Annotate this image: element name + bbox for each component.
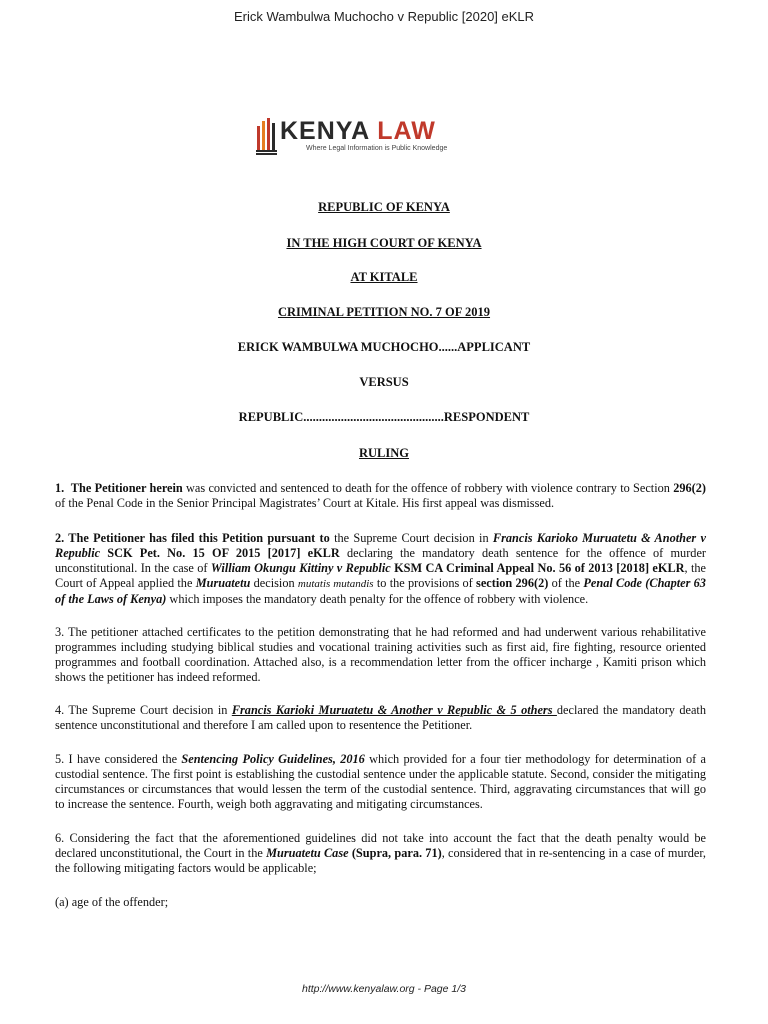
paragraph-2 <box>55 531 706 607</box>
paragraph-text: declaring the mandatory death sentence for the offence of murder unconstitutional. In the case of <box>55 546 706 575</box>
paragraph-number: 1. <box>55 481 65 495</box>
case-reference: KSM CA Criminal Appeal No. 56 of 2013 [2018] eKLR <box>390 561 685 575</box>
statute-citation: Penal Code (Chapter 63 of the Laws of Kenya) <box>55 576 706 606</box>
case-citation: Muruatetu Case <box>266 846 349 860</box>
heading-republic: REPUBLIC OF KENYA <box>318 200 450 214</box>
paragraph-lead: 2. The Petitioner has filed this Petition pursuant to <box>55 531 330 545</box>
paragraph-text: of the <box>548 576 584 590</box>
heading-ruling: RULING <box>358 446 409 460</box>
case-citation: Francis Karioki Muruatetu & Another v Republic & 5 others <box>231 703 557 717</box>
case-citation: Francis Karioko Muruatetu & Another v Republic <box>55 531 706 560</box>
paragraph-text: , the Court of Appeal applied the <box>55 561 707 590</box>
paragraph-4 <box>55 703 706 733</box>
pillars-icon <box>256 116 278 156</box>
paragraph-6 <box>55 831 706 876</box>
paragraph-text: to the provisions of <box>373 576 477 590</box>
case-reference: SCK Pet. No. 15 OF 2015 [2017] eKLR <box>100 546 340 560</box>
page-header-title: Erick Wambulwa Muchocho v Republic [2020] eKLR <box>233 9 535 24</box>
paragraph-text: 6. Considering the fact that the aforementioned guidelines did not take into account the fact that the death penalty would be declared unconstitutional, the Court in the <box>55 831 706 860</box>
page-footer-url[interactable]: http://www.kenyalaw.org - Page 1/3 <box>301 983 466 995</box>
paragraph-lead: The Petitioner herein <box>70 481 183 495</box>
section-reference: section 296(2) <box>476 576 549 590</box>
paragraph-text: the Supreme Court decision in <box>329 531 493 545</box>
heading-court: IN THE HIGH COURT OF KENYA <box>286 236 482 250</box>
heading-versus: VERSUS <box>359 375 409 389</box>
paragraph-3: 3. The petitioner attached certificates to the petition demonstrating that he had reformed and had underwent various rehabilitative programmes including studying biblical studies and vocational training activities such as first aid, fire fighting, resource oriented programmes and football coordination. Attached also, is a recommendation letter from the officer incharge , Kamiti prison which shows the petitioner has indeed reformed. <box>55 625 706 684</box>
paragraph-text: which provided for a four tier methodology for determination of a custodial sentence. The first point is establishing the custodial sentence under the applicable statute. Second, consider the mitigating circumstances or circumstances that would lessen the term of the custodial sentence. Third, aggravating circumstances that will go to increase the sentence. Fourth, weigh both aggravating and mitigating circumstances. <box>55 752 706 811</box>
case-citation: William Okungu Kittiny v Republic <box>210 561 391 575</box>
latin-phrase: mutatis mutandis <box>297 578 374 590</box>
paragraph-text: 4. The Supreme Court decision in <box>55 703 232 717</box>
heading-applicant: ERICK WAMBULWA MUCHOCHO......APPLICANT <box>237 340 531 354</box>
paragraph-text: 5. I have considered the <box>55 752 182 766</box>
case-reference: (Supra, para. 71) <box>348 846 442 860</box>
logo-law-text: LAW <box>377 117 436 145</box>
kenya-law-logo <box>256 114 466 158</box>
paragraph-text: declared the mandatory death sentence unconstitutional and therefore I am called upon to resentence the Petitioner. <box>55 703 706 732</box>
section-reference: 296(2) <box>673 481 706 495</box>
heading-respondent: REPUBLIC.............................................RESPONDENT <box>238 410 530 424</box>
paragraph-text: decision <box>250 576 298 590</box>
paragraph-text: , considered that in re-sentencing in a case of murder, the following mitigating factors would be applicable; <box>55 846 707 875</box>
case-citation: Muruatetu <box>195 576 251 590</box>
logo-tagline: Where Legal Information is Public Knowledge <box>306 145 448 152</box>
paragraph-text: of the Penal Code in the Senior Principal Magistrates’ Court at Kitale. His first appeal was dismissed. <box>55 496 555 510</box>
logo-wordmark <box>280 117 436 145</box>
guideline-citation: Sentencing Policy Guidelines, 2016 <box>181 752 365 766</box>
paragraph-1 <box>55 481 706 511</box>
paragraph-5 <box>55 752 706 812</box>
logo-kenya-text: KENYA <box>280 117 370 145</box>
paragraph-text: which imposes the mandatory death penalty for the offence of robbery with violence. <box>166 592 589 606</box>
paragraph-text: was convicted and sentenced to death for the offence of robbery with violence contrary to Section <box>182 481 674 495</box>
paragraph-7: (a) age of the offender; <box>55 895 169 909</box>
heading-petition-number: CRIMINAL PETITION NO. 7 OF 2019 <box>277 305 491 319</box>
heading-location: AT KITALE <box>350 270 418 284</box>
